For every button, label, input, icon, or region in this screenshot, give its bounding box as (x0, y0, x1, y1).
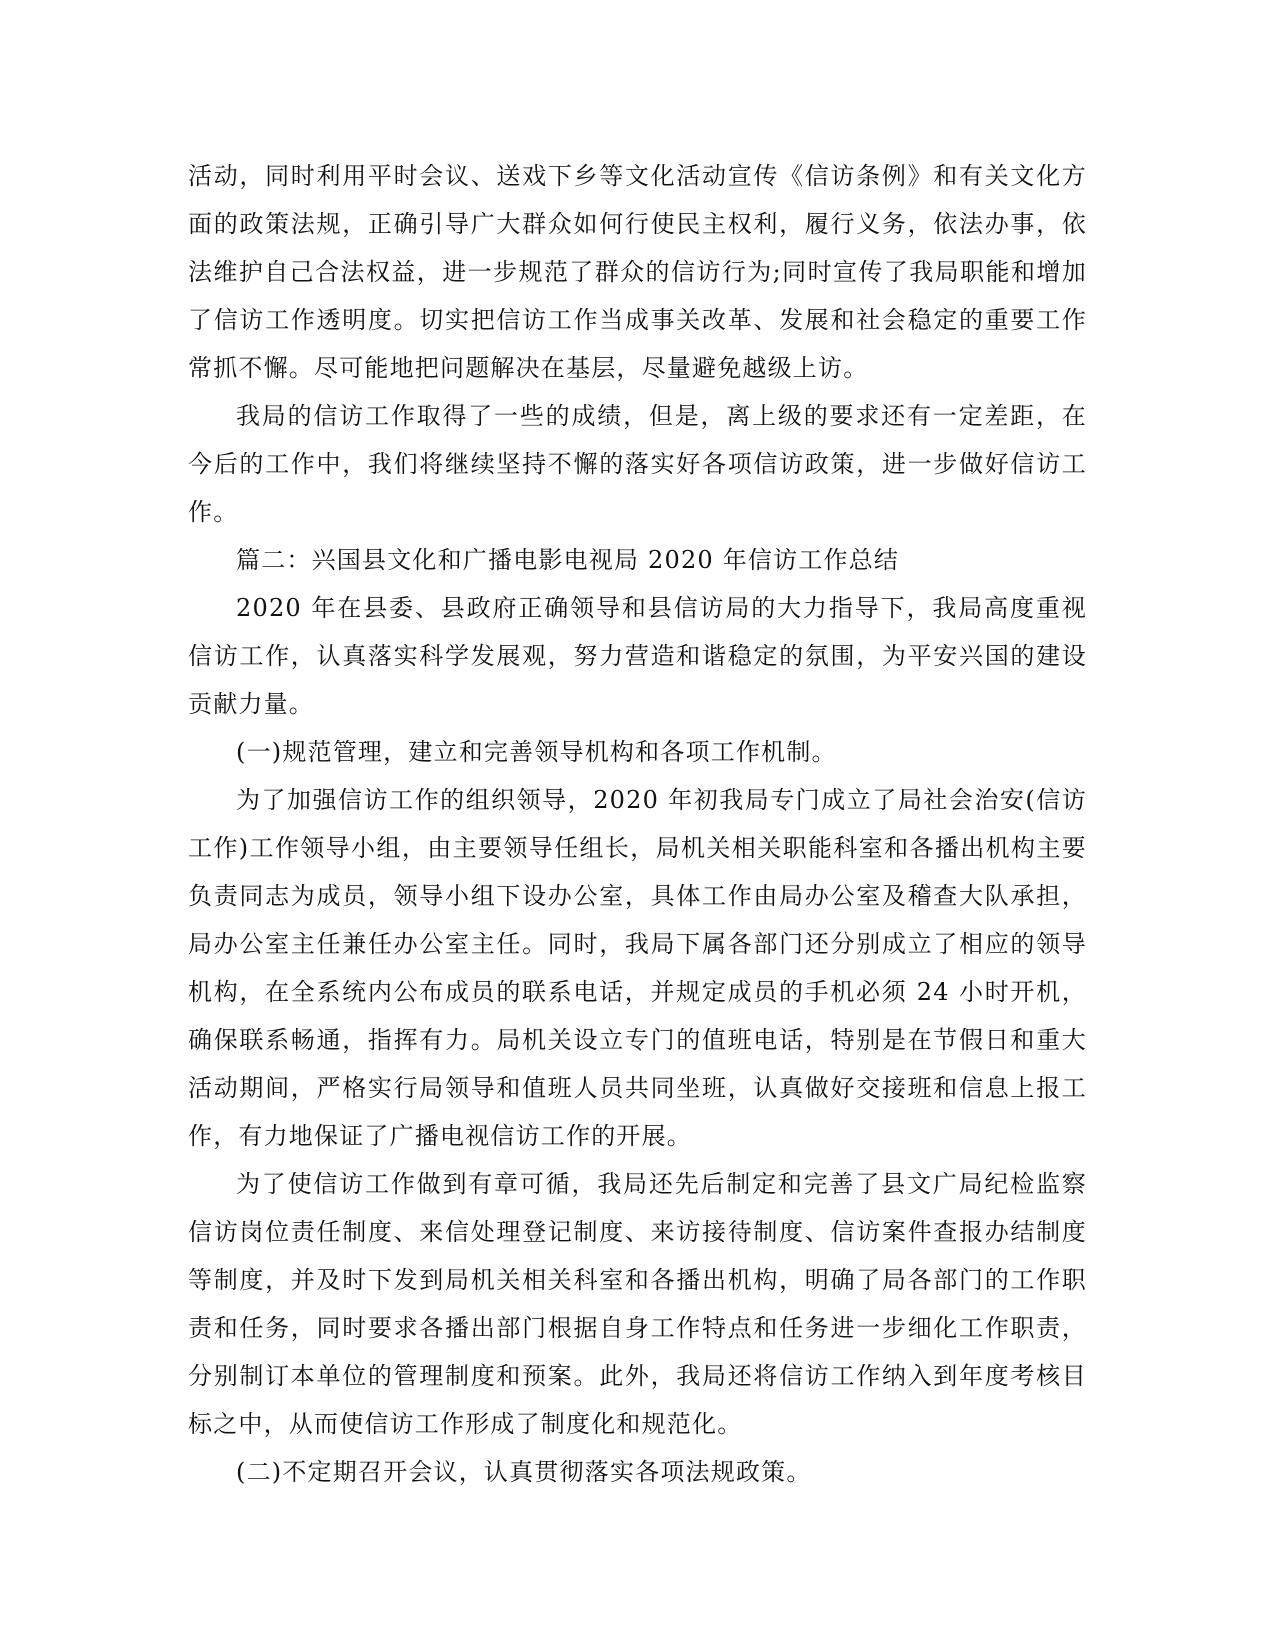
subsection-heading-1: (一)规范管理，建立和完善领导机构和各项工作机制。 (236, 738, 837, 766)
paragraph-intro: 2020 年在县委、县政府正确领导和县信访局的大力指导下，我局高度重视信访工作，认真落实科学发展观，努力营造和谐稳定的氛围，为平安兴国的建设贡献力量。 (188, 594, 1087, 718)
paragraph-continuation: 活动，同时利用平时会议、送戏下乡等文化活动宣传《信访条例》和有关文化方面的政策法规，正确引导广大群众如何行使民主权利，履行义务，依法办事，依法维护自己合法权益，进一步规范了群众的信访行为;同时宣传了我局职能和增加了信访工作透明度。切实把信访工作当成事关改革、发展和社会稳定的重要工作常抓不懈。尽可能地把问题解决在基层，尽量避免越级上访。 (188, 162, 1087, 382)
paragraph-regulations: 为了使信访工作做到有章可循，我局还先后制定和完善了县文广局纪检监察信访岗位责任制度、来信处理登记制度、来访接待制度、信访案件查报办结制度等制度，并及时下发到局机关相关科室和各播出机构，明确了局各部门的工作职责和任务，同时要求各播出部门根据自身工作特点和任务进一步细化工作职责，分别制订本单位的管理制度和预案。此外，我局还将信访工作纳入到年度考核目标之中，从而使信访工作形成了制度化和规范化。 (188, 1170, 1087, 1438)
paragraph-conclusion: 我局的信访工作取得了一些的成绩，但是，离上级的要求还有一定差距，在今后的工作中，我们将继续坚持不懈的落实好各项信访政策，进一步做好信访工作。 (188, 402, 1087, 526)
section-title: 篇二：兴国县文化和广播电影电视局 2020 年信访工作总结 (236, 546, 900, 574)
paragraph-organization: 为了加强信访工作的组织领导，2020 年初我局专门成立了局社会治安(信访工作)工作领导小组，由主要领导任组长，局机关相关职能科室和各播出机构主要负责同志为成员，领导小组下设办公室，具体工作由局办公室及稽查大队承担，局办公室主任兼任办公室主任。同时，我局下属各部门还分别成立了相应的领导机构，在全系统内公布成员的联系电话，并规定成员的手机必须 24 小时开机，确保联系畅通，指挥有力。局机关设立专门的值班电话，特别是在节假日和重大活动期间，严格实行局领导和值班人员共同坐班，认真做好交接班和信息上报工作，有力地保证了广播电视信访工作的开展。 (188, 786, 1087, 1150)
document-body (188, 152, 1087, 1496)
subsection-heading-2: (二)不定期召开会议，认真贯彻落实各项法规政策。 (236, 1458, 812, 1486)
